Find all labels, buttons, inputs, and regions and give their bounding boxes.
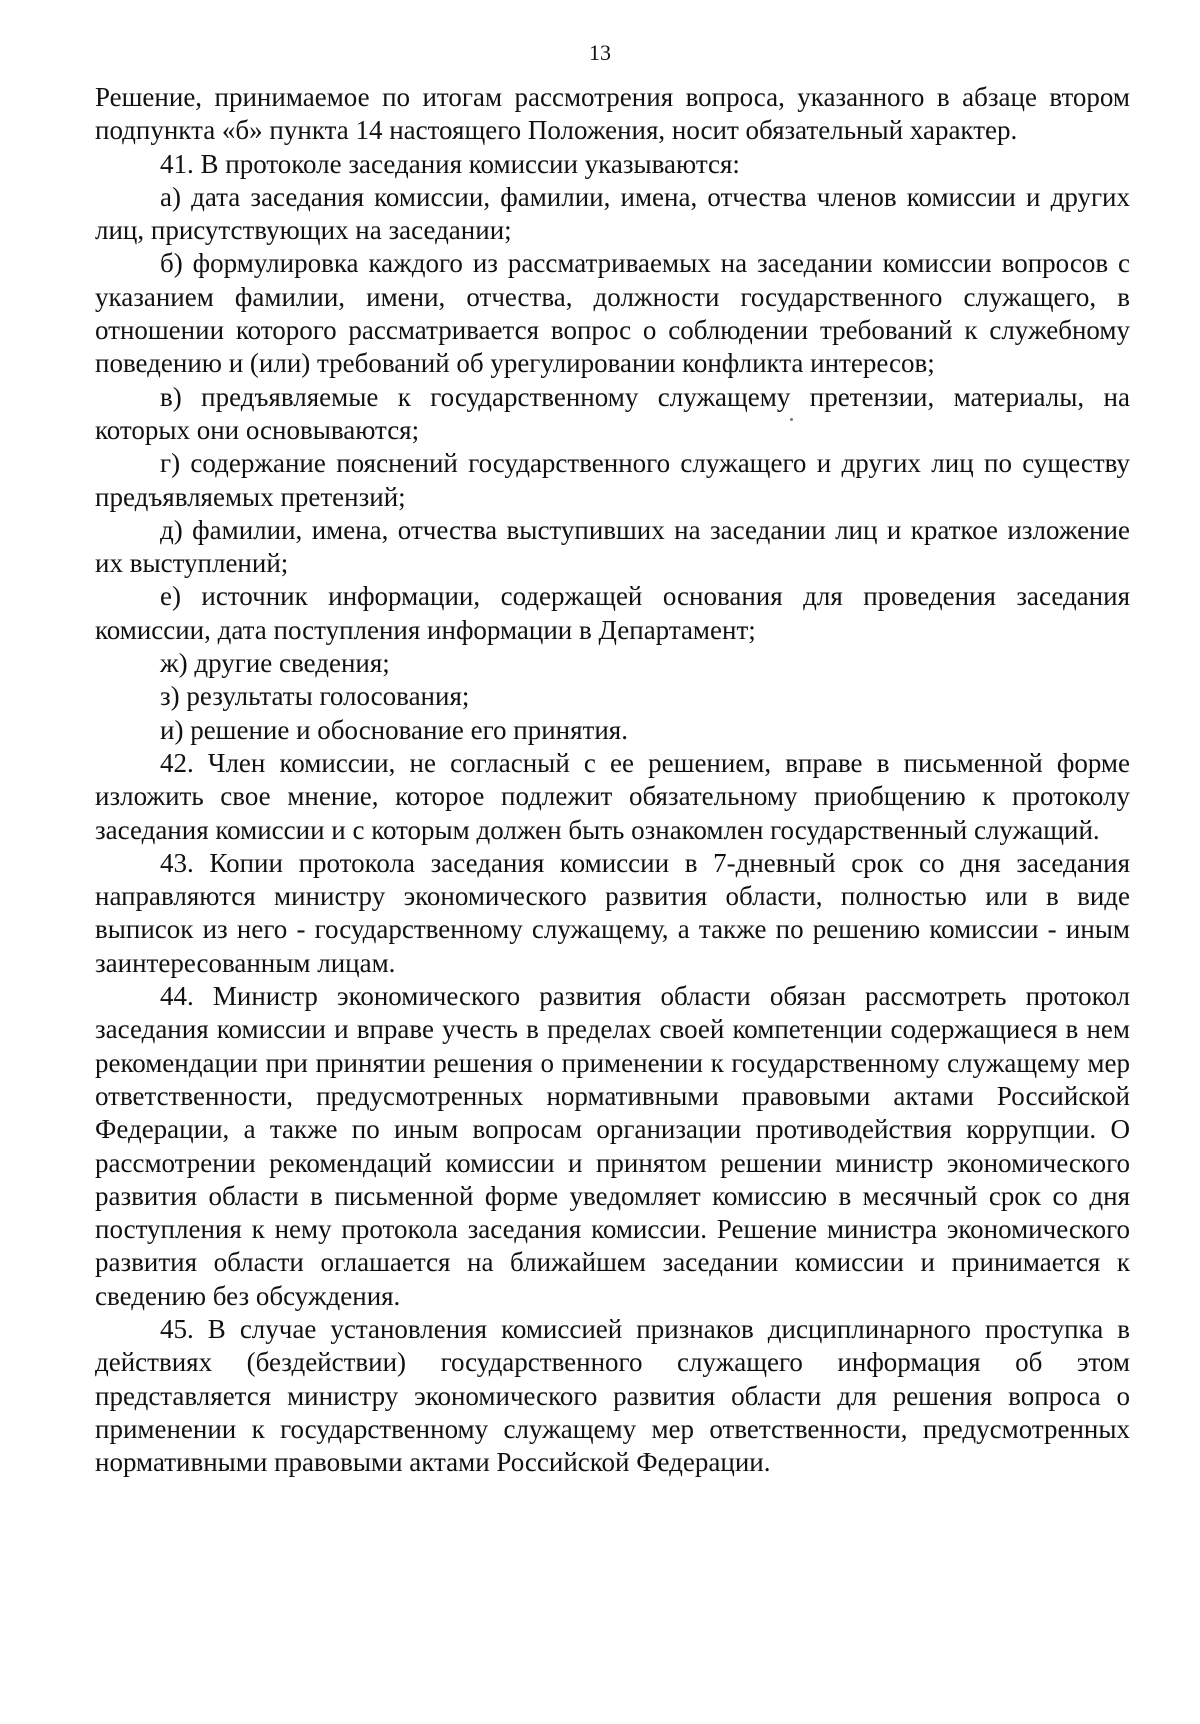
scan-artifact-dot: [790, 418, 793, 421]
paragraph-44: 44. Министр экономического развития области обязан рассмотреть протокол заседания комиссии и вправе учесть в пределах своей компетенции содержащиеся в нем рекомендации при принятии решения о применении к государственному служащему мер ответственности, предусмотренных нормативными правовыми актами Российской Федерации, а также по иным вопросам организации противодействия коррупции. О рассмотрении рекомендаций комиссии и принятом решении министр экономического развития области в письменной форме уведомляет комиссию в месячный срок со дня поступления к нему протокола заседания комиссии. Решение министра экономического развития области оглашается на ближайшем заседании комиссии и принимается к сведению без обсуждения.: [95, 981, 1130, 1311]
list-item-d: д) фамилии, имена, отчества выступивших на заседании лиц и краткое изложение их выступлений;: [95, 514, 1130, 579]
list-item-z: з) результаты голосования;: [160, 681, 470, 712]
paragraph-45: 45. В случае установления комиссией признаков дисциплинарного проступка в действиях (бездействии) государственного служащего информация об этом представляется министру экономического развития области для решения вопроса о применении к государственному служащему мер ответственности, предусмотренных нормативными правовыми актами Российской Федерации.: [95, 1313, 1130, 1478]
list-item-g: г) содержание пояснений государственного служащего и других лиц по существу предъявляемых претензий;: [95, 448, 1130, 512]
paragraph-41: 41. В протоколе заседания комиссии указываются:: [160, 148, 740, 179]
list-item-zh: ж) другие сведения;: [160, 648, 390, 679]
list-item-i: и) решение и обоснование его принятия.: [160, 714, 628, 745]
document-body: [95, 81, 1130, 1479]
page-number: 13: [589, 40, 611, 65]
paragraph-42: 42. Член комиссии, не согласный с ее решением, вправе в письменной форме изложить свое мнение, которое подлежит обязательному приобщению к протоколу заседания комиссии и с которым должен быть ознакомлен государственный служащий.: [95, 747, 1130, 845]
list-item-b: б) формулировка каждого из рассматриваемых на заседании комиссии вопросов с указанием фамилии, имени, отчества, должности государственного служащего, в отношении которого рассматривается вопрос о соблюдении требований к служебному поведению и (или) требований об урегулировании конфликта интересов;: [95, 248, 1130, 379]
list-item-a: а) дата заседания комиссии, фамилии, имена, отчества членов комиссии и других лиц, присутствующих на заседании;: [95, 181, 1130, 246]
list-item-e: е) источник информации, содержащей основания для проведения заседания комиссии, дата поступления информации в Департамент;: [95, 581, 1130, 645]
paragraph-43: 43. Копии протокола заседания комиссии в 7-дневный срок со дня заседания направляются министру экономического развития области, полностью или в виде выписок из него - государственному служащему, а также по решению комиссии - иным заинтересованным лицам.: [95, 847, 1130, 978]
paragraph-decision-mandatory: Решение, принимаемое по итогам рассмотрения вопроса, указанного в абзаце втором подпункта «б» пункта 14 настоящего Положения, носит обязательный характер.: [95, 82, 1130, 146]
list-item-v: в) предъявляемые к государственному служащему претензии, материалы, на которых они основываются;: [95, 381, 1130, 445]
